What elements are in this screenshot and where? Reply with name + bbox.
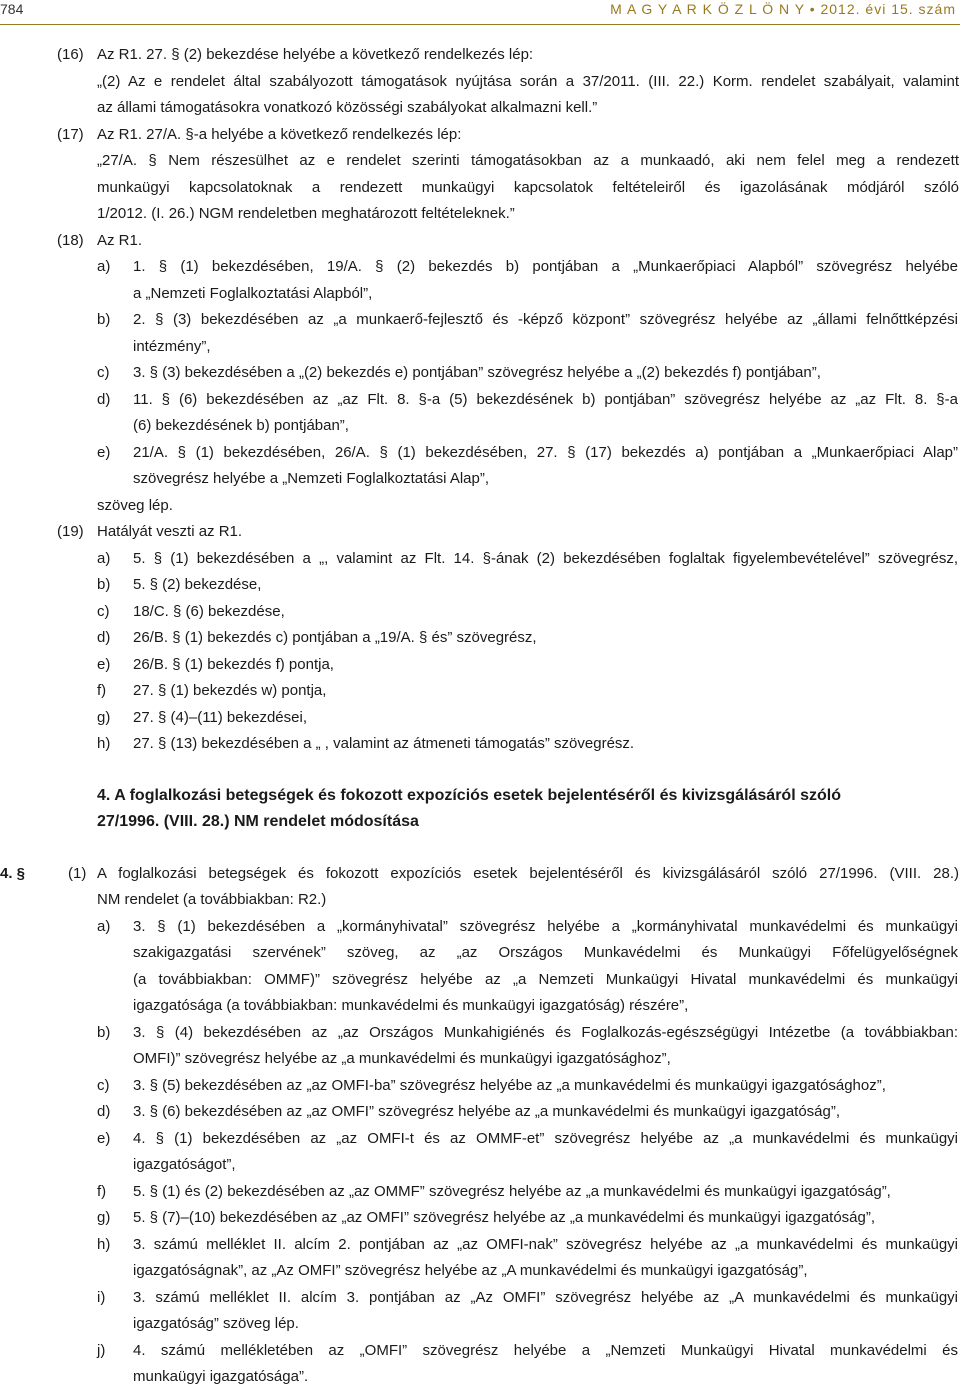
paragraph-number: (19) [57,523,84,540]
quote-text: 1/2012. (I. 26.) NGM rendeletben meghatározott feltételeknek.” [97,205,515,222]
list-item [0,705,960,732]
item-label: c) [97,602,110,620]
paragraph-number: (18) [57,231,84,249]
list-item-cont [0,281,960,308]
item-text: 21/A. § (1) bekezdésében, 26/A. § (1) bekezdésében, 27. § (17) bekezdés a) pontjában a „Munkaerőpiaci Alap” [133,443,958,461]
list-item [0,599,960,626]
item-text: 26/B. § (1) bekezdés f) pontja, [133,655,334,673]
list-item-cont [0,967,960,994]
section-title-text: 27/1996. (VIII. 28.) NM rendelet módosítása [97,813,419,830]
item-label: b) [97,576,111,593]
item-text: 5. § (1) és (2) bekezdésében az „az OMMF” szövegrész helyébe az „a munkavédelmi és munkaügyi igazgatóság”, [133,1182,891,1200]
paragraph-text: NM rendelet (a továbbiakban: R2.) [97,891,327,908]
item-text: 11. § (6) bekezdésében az „az Flt. 8. §-a (5) bekezdésének b) pontjában” szövegrész helyébe az „az Flt. 8. §-a [133,390,958,408]
item-text: 3. § (5) bekezdésében az „az OMFI-ba” szövegrész helyébe az „a munkavédelmi és munkaügyi igazgatósághoz”, [133,1076,886,1094]
list-item [0,1205,960,1232]
paragraph-number: (16) [57,46,84,63]
item-text: 27. § (1) bekezdés w) pontja, [133,682,327,699]
item-label: d) [97,1103,111,1120]
paragraph-text: Az R1. [97,231,143,249]
item-text: 3. § (3) bekezdésében a „(2) bekezdés e) pontjában” szövegrész helyébe a „(2) bekezdés f) pontjában”, [133,364,821,381]
item-text: 5. § (2) bekezdése, [133,576,262,593]
list-item [0,1020,960,1047]
item-text: igazgatóságnak”, az „Az OMFI” szövegrész helyébe az „A munkavédelmi és munkaügyi igazgatóság”, [133,1262,808,1279]
item-text: a „Nemzeti Foglalkoztatási Alapból”, [133,284,373,302]
item-text: munkaügyi igazgatósága”. [133,1368,309,1385]
item-text: (a továbbiakban: OMMF)” szövegrész helyébe az „a Nemzeti Munkaügyi Hivatal munkavédelmi és munkaügyi [133,970,958,988]
list-item [0,1285,960,1312]
item-text: 18/C. § (6) bekezdése, [133,602,285,620]
paragraph-18 [0,228,960,255]
item-label: h) [97,735,111,752]
paragraph-text: Az R1. 27. § (2) bekezdése helyébe a következő rendelkezés lép: [97,46,534,63]
item-label: a) [97,917,111,935]
item-label: a) [97,549,111,567]
list-item-cont [0,413,960,440]
item-text: intézmény”, [133,337,211,355]
item-text: 27. § (4)–(11) bekezdései, [133,708,307,726]
list-item [0,440,960,467]
item-label: b) [97,311,111,328]
list-item [0,1099,960,1126]
quote-line [0,201,960,228]
item-text: 4. számú mellékletében az „OMFI” szövegrész helyébe a „Nemzeti Munkaügyi Hivatal munkavédelmi és [133,1341,958,1359]
item-label: e) [97,1129,111,1147]
list-item [0,572,960,599]
paragraph-text: A foglalkozási betegségek és fokozott expozíciós esetek bejelentéséről és kivizsgálásáról szóló 27/1996. (VIII. 28.) [97,864,959,882]
item-label: f) [97,682,107,699]
item-label: i) [97,1288,106,1306]
quote-line [0,175,960,202]
list-item-cont [0,1258,960,1285]
list-item-cont [0,334,960,361]
list-item [0,546,960,573]
list-item [0,1232,960,1259]
paragraph-number: (17) [57,125,84,143]
list-item [0,625,960,652]
paragraph-17 [0,122,960,149]
list-item-cont [0,1311,960,1338]
item-text: 5. § (1) bekezdésében a „, valamint az Flt. 14. §-ának (2) bekezdésében foglaltak figyelembevételével” szövegrész, [133,549,958,567]
quote-text: munkaügyi kapcsolatoknak a rendezett munkaügyi kapcsolatok feltételeiről és igazolásának módjáról szóló [97,178,959,196]
item-text: OMFI)” szövegrész helyébe az „a munkavédelmi és munkaügyi igazgatósághoz”, [133,1050,671,1067]
quote-line [0,69,960,96]
list-item [0,652,960,679]
item-text: 1. § (1) bekezdésében, 19/A. § (2) bekezdés b) pontjában a „Munkaerőpiaci Alapból” szövegrész helyébe [133,258,958,275]
list-item [0,1179,960,1206]
page-number: 784 [0,1,24,17]
item-text: (6) bekezdésének b) pontjában”, [133,417,349,434]
list-item [0,307,960,334]
item-text: igazgatóság” szöveg lép. [133,1315,299,1332]
quote-text: „27/A. § Nem részesülhet az e rendelet szerinti támogatásokban az a munkaadó, aki nem felel meg a rendezett [97,152,959,169]
item-label: d) [97,629,111,646]
list-tail [0,493,960,520]
item-label: c) [97,364,110,381]
list-item-cont [0,1152,960,1179]
list-item-cont [0,993,960,1020]
list-item [0,731,960,758]
item-text: igazgatóságot”, [133,1156,236,1173]
list-item [0,360,960,387]
section-gap [0,758,960,783]
list-item-cont [0,466,960,493]
item-text: 26/B. § (1) bekezdés c) pontjában a „19/A. § és” szövegrész, [133,629,537,646]
paragraph-cont [0,887,960,914]
section-marker: 4. § [0,864,26,882]
item-text: 3. § (6) bekezdésében az „az OMFI” szövegrész helyébe az „a munkavédelmi és munkaügyi igazgatóság”, [133,1103,841,1120]
list-item-cont [0,1046,960,1073]
list-item [0,387,960,414]
item-label: f) [97,1182,107,1200]
item-text: 5. § (7)–(10) bekezdésében az „az OMFI” szövegrész helyébe az „a munkavédelmi és munkaügyi igazgatóság”, [133,1209,876,1226]
page-header [0,0,960,26]
list-item [0,1338,960,1365]
paragraph-text: Az R1. 27/A. §-a helyébe a következő rendelkezés lép: [97,125,462,143]
list-item [0,914,960,941]
item-text: szakigazgatási szervének” szöveg, az „az Országos Munkavédelmi és Munkaügyi Főfelügyelőségnek [133,944,958,961]
list-item [0,1126,960,1153]
item-label: g) [97,1209,111,1226]
item-text: 3. számú melléklet II. alcím 2. pontjában az „az OMFI-nak” szövegrész helyébe az „a munkavédelmi és munkaügyi [133,1235,958,1253]
item-label: a) [97,258,111,275]
item-label: j) [97,1341,106,1359]
item-label: e) [97,443,111,461]
item-label: h) [97,1235,111,1253]
quote-text: az állami támogatásokra vonatkozó közösségi szabályokat alkalmazni kell.” [97,99,598,116]
list-item [0,254,960,281]
section-title [0,809,960,836]
paragraph-number: (1) [68,864,87,882]
item-text: 2. § (3) bekezdésében az „a munkaerő-fejlesztő és -képző központ” szövegrész helyébe az „állami felnőttképzési [133,311,958,328]
item-label: d) [97,390,111,408]
item-label: e) [97,655,111,673]
section-paragraph [0,861,960,888]
section-title-text: 4. A foglalkozási betegségek és fokozott expozíciós esetek bejelentéséről és kivizsgálásáról szóló [97,786,841,804]
section-title [0,783,960,810]
item-text: 3. § (4) bekezdésében az „az Országos Munkahigiénés és Foglalkozás-egészségügyi Intézetbe (a továbbiakban: [133,1023,958,1041]
item-text: igazgatósága (a továbbiakban: munkavédelmi és munkaügyi igazgatóság) részére”, [133,997,689,1014]
publication-title: M A G Y A R K Ö Z L Ö N Y • 2012. évi 15. szám [610,1,956,17]
item-text: 3. számú melléklet II. alcím 3. pontjában az „Az OMFI” szövegrész helyébe az „A munkavédelmi és munkaügyi [133,1288,958,1306]
item-text: szövegrész helyébe a „Nemzeti Foglalkoztatási Alap”, [133,470,490,487]
item-text: szöveg lép. [97,496,173,514]
list-item-cont [0,1364,960,1391]
list-item [0,1073,960,1100]
list-item-cont [0,940,960,967]
quote-line [0,95,960,122]
document-body [0,42,960,1391]
header-rule [0,24,960,25]
item-label: g) [97,708,111,726]
paragraph-19 [0,519,960,546]
item-text: 27. § (13) bekezdésében a „ , valamint az átmeneti támogatás” szövegrész. [133,735,635,752]
item-label: b) [97,1023,111,1041]
section-gap [0,836,960,861]
item-text: 4. § (1) bekezdésében az „az OMFI-t és az OMMF-et” szövegrész helyébe az „a munkavédelmi és munkaügyi [133,1129,958,1147]
quote-line [0,148,960,175]
item-label: c) [97,1076,110,1094]
paragraph-16 [0,42,960,69]
item-text: 3. § (1) bekezdésében a „kormányhivatal” szövegrész helyébe a „kormányhivatal munkavédelmi és munkaügyi [133,917,958,935]
paragraph-text: Hatályát veszti az R1. [97,523,243,540]
list-item [0,678,960,705]
quote-text: „(2) Az e rendelet által szabályozott támogatások nyújtása során a 37/2011. (III. 22.) Korm. rendelet szabályait, valamint [97,72,959,90]
